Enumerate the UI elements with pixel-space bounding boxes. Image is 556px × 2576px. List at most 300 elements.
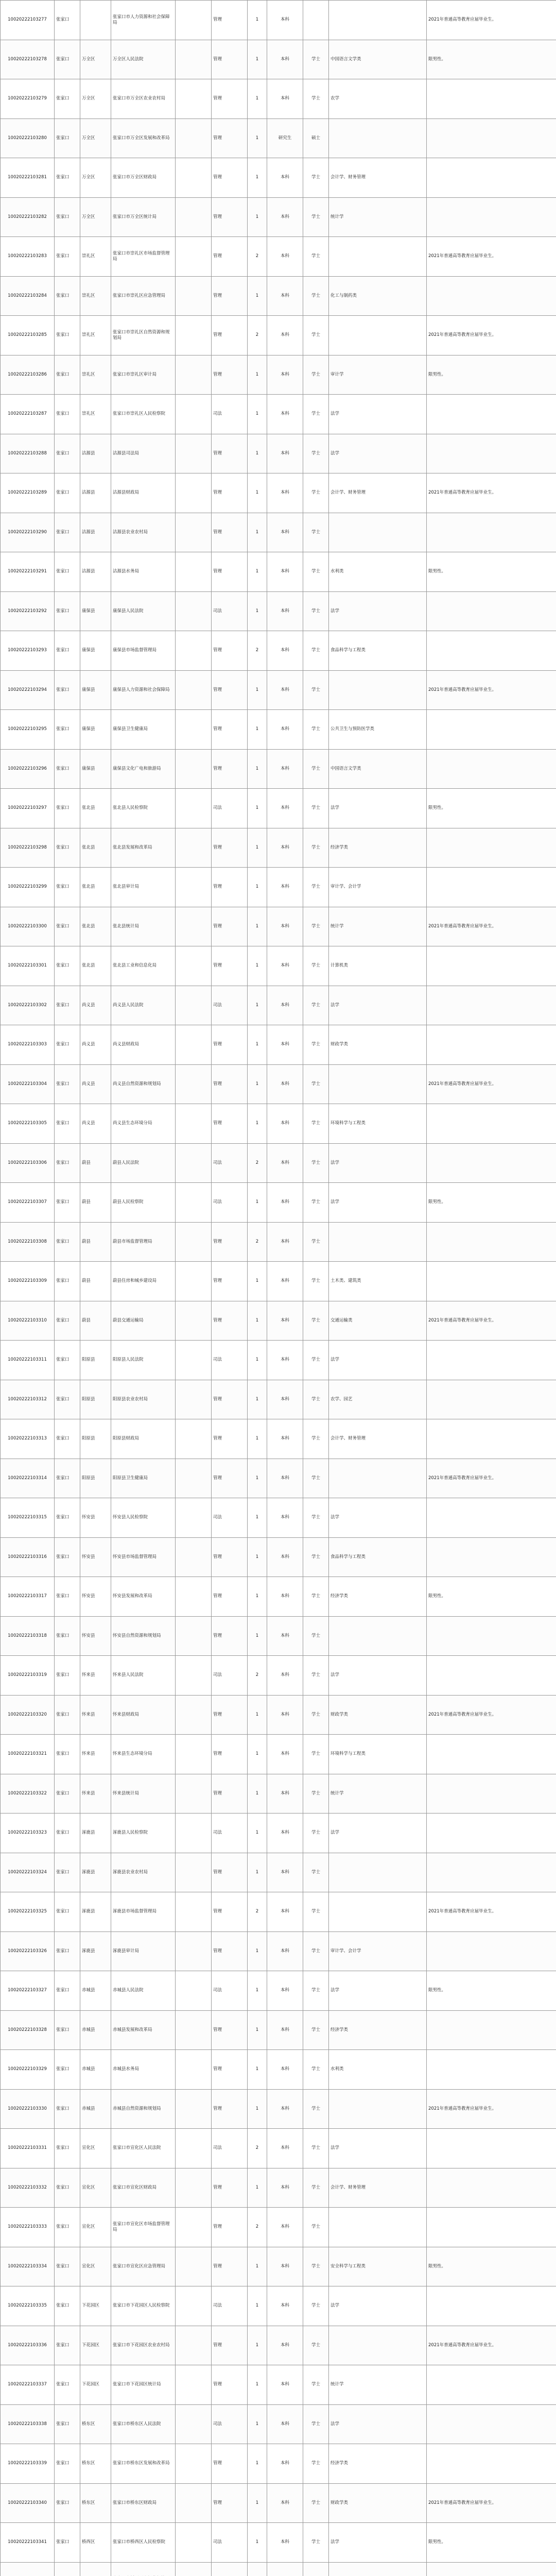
city-cell: 张家口 [55, 1222, 80, 1262]
major-cell: 化工与制药类 [329, 276, 427, 316]
employer-cell: 蔚县人民检察院 [111, 1183, 176, 1223]
type-cell: 管理 [212, 1695, 248, 1735]
table-row [1, 1971, 556, 2011]
county-cell: 怀来县 [80, 1695, 111, 1735]
record-code: 10020222103306 [1, 1143, 55, 1183]
position-cell [176, 40, 212, 79]
county-cell: 赤城县 [80, 1971, 111, 2011]
education-cell: 本科 [267, 395, 303, 434]
major-cell: 审计学、会计学 [329, 868, 427, 907]
record-code: 10020222103337 [1, 2365, 55, 2405]
record-code: 10020222103278 [1, 40, 55, 79]
city-cell: 张家口 [55, 2089, 80, 2129]
employer-cell: 尚义县自然资源和规划局 [111, 1064, 176, 1104]
degree-cell: 学士 [303, 2483, 329, 2523]
city-cell: 张家口 [55, 868, 80, 907]
note-cell: 限男性。 [427, 355, 556, 395]
table-row [1, 1380, 556, 1419]
note-cell [427, 1735, 556, 1774]
type-cell: 管理 [212, 1104, 248, 1144]
major-cell: 会计学、财务管理 [329, 2168, 427, 2208]
employer-cell: 张家口市万全区农业农村局 [111, 79, 176, 119]
table-row [1, 1931, 556, 1971]
table-row [1, 1183, 556, 1223]
table-row [1, 2089, 556, 2129]
education-cell: 本科 [267, 1459, 303, 1498]
position-cell [176, 1, 212, 40]
major-cell: 水利类 [329, 552, 427, 592]
employer-cell: 康保县卫生健康局 [111, 710, 176, 750]
education-cell: 本科 [267, 1695, 303, 1735]
city-cell: 张家口 [55, 1853, 80, 1892]
city-cell: 张家口 [55, 434, 80, 473]
note-cell [427, 79, 556, 119]
count-cell: 1 [248, 1616, 267, 1656]
city-cell: 张家口 [55, 473, 80, 513]
count-cell: 1 [248, 197, 267, 237]
table-row [1, 2286, 556, 2326]
education-cell: 本科 [267, 2286, 303, 2326]
type-cell: 司法 [212, 2286, 248, 2326]
education-cell: 本科 [267, 1971, 303, 2011]
employer-cell: 张家口市宣化区市场监督管理局 [111, 2208, 176, 2247]
county-cell: 万全区 [80, 79, 111, 119]
position-cell [176, 79, 212, 119]
degree-cell: 学士 [303, 1341, 329, 1380]
employer-cell: 沽源县司法局 [111, 434, 176, 473]
position-cell [176, 1774, 212, 1814]
count-cell: 1 [248, 2326, 267, 2365]
city-cell: 张家口 [55, 1064, 80, 1104]
education-cell: 本科 [267, 2089, 303, 2129]
note-cell: 2021年普通高等教育应届毕业生。 [427, 2089, 556, 2129]
type-cell: 管理 [212, 2247, 248, 2286]
county-cell: 张北县 [80, 789, 111, 828]
major-cell [329, 118, 427, 158]
education-cell: 本科 [267, 1222, 303, 1262]
position-cell [176, 828, 212, 868]
county-cell: 怀安县 [80, 1616, 111, 1656]
table-row [1, 1577, 556, 1617]
employer-cell: 赤城县自然资源和规划局 [111, 2089, 176, 2129]
record-code: 10020222103286 [1, 355, 55, 395]
count-cell: 1 [248, 670, 267, 710]
type-cell: 司法 [212, 1971, 248, 2011]
type-cell: 司法 [212, 789, 248, 828]
degree-cell: 学士 [303, 631, 329, 671]
degree-cell: 学士 [303, 1616, 329, 1656]
major-cell [329, 1, 427, 40]
position-cell [176, 2562, 212, 2576]
major-cell [329, 1853, 427, 1892]
major-cell: 法学 [329, 1143, 427, 1183]
note-cell [427, 710, 556, 750]
count-cell: 1 [248, 1735, 267, 1774]
table-row [1, 2208, 556, 2247]
count-cell: 2 [248, 1656, 267, 1696]
major-cell: 中国语言文学类 [329, 749, 427, 789]
table-row [1, 158, 556, 198]
county-cell: 张北县 [80, 828, 111, 868]
major-cell: 中国语言文学类 [329, 40, 427, 79]
record-code: 10020222103321 [1, 1735, 55, 1774]
county-cell: 下花园区 [80, 2365, 111, 2405]
note-cell [427, 631, 556, 671]
education-cell: 本科 [267, 237, 303, 277]
education-cell: 本科 [267, 2404, 303, 2444]
education-cell: 本科 [267, 1064, 303, 1104]
degree-cell: 学士 [303, 197, 329, 237]
table-body [1, 1, 556, 2576]
education-cell: 本科 [267, 1814, 303, 1853]
degree-cell: 学士 [303, 434, 329, 473]
count-cell: 1 [248, 1853, 267, 1892]
degree-cell: 学士 [303, 1892, 329, 1932]
major-cell: 法学 [329, 1656, 427, 1696]
county-cell: 赤城县 [80, 2050, 111, 2090]
county-cell: 涿鹿县 [80, 1814, 111, 1853]
record-code: 10020222103338 [1, 2404, 55, 2444]
count-cell: 1 [248, 2168, 267, 2208]
table-row [1, 2010, 556, 2050]
education-cell: 本科 [267, 2129, 303, 2168]
note-cell [427, 2562, 556, 2576]
table-row [1, 1341, 556, 1380]
city-cell: 张家口 [55, 907, 80, 946]
employer-cell: 张北县人民检察院 [111, 789, 176, 828]
county-cell: 康保县 [80, 631, 111, 671]
position-cell [176, 1892, 212, 1932]
table-row [1, 2168, 556, 2208]
county-cell: 尚义县 [80, 1064, 111, 1104]
note-cell [427, 1419, 556, 1459]
type-cell: 管理 [212, 907, 248, 946]
table-row [1, 1892, 556, 1932]
major-cell: 计算机类 [329, 946, 427, 986]
position-cell [176, 2050, 212, 2090]
record-code: 10020222103290 [1, 513, 55, 552]
position-cell [176, 237, 212, 277]
record-code: 10020222103293 [1, 631, 55, 671]
count-cell: 2 [248, 237, 267, 277]
position-cell [176, 316, 212, 355]
count-cell: 1 [248, 276, 267, 316]
employer-cell: 张家口市桥东区人民法院 [111, 2404, 176, 2444]
county-cell: 涿鹿县 [80, 1931, 111, 1971]
record-code: 10020222103292 [1, 591, 55, 631]
position-cell [176, 2089, 212, 2129]
note-cell [427, 868, 556, 907]
city-cell: 张家口 [55, 395, 80, 434]
table-row [1, 2326, 556, 2365]
education-cell: 本科 [267, 40, 303, 79]
position-cell [176, 946, 212, 986]
note-cell [427, 1537, 556, 1577]
table-row [1, 2562, 556, 2576]
city-cell: 张家口 [55, 118, 80, 158]
type-cell: 管理 [212, 1025, 248, 1065]
type-cell: 司法 [212, 591, 248, 631]
employer-cell: 张家口市桥东区发展和改革局 [111, 2444, 176, 2484]
record-code: 10020222103280 [1, 118, 55, 158]
count-cell: 1 [248, 1, 267, 40]
type-cell: 司法 [212, 1183, 248, 1223]
count-cell: 1 [248, 1064, 267, 1104]
major-cell: 法学 [329, 1341, 427, 1380]
degree-cell: 硕士 [303, 118, 329, 158]
city-cell: 张家口 [55, 789, 80, 828]
count-cell: 2 [248, 2129, 267, 2168]
employer-cell: 沽源县财政局 [111, 473, 176, 513]
education-cell: 本科 [267, 434, 303, 473]
table-row [1, 868, 556, 907]
type-cell: 司法 [212, 1341, 248, 1380]
degree-cell: 学士 [303, 1498, 329, 1538]
table-row [1, 1695, 556, 1735]
county-cell: 桥西区 [80, 2523, 111, 2563]
education-cell: 本科 [267, 2208, 303, 2247]
table-row [1, 1419, 556, 1459]
record-code: 10020222103336 [1, 2326, 55, 2365]
employer-cell: 张家口市崇礼区审计局 [111, 355, 176, 395]
city-cell: 张家口 [55, 1498, 80, 1538]
count-cell: 1 [248, 395, 267, 434]
major-cell: 法学 [329, 2523, 427, 2563]
city-cell: 张家口 [55, 2050, 80, 2090]
record-code: 10020222103324 [1, 1853, 55, 1892]
county-cell: 崇礼区 [80, 276, 111, 316]
degree-cell: 学士 [303, 2247, 329, 2286]
county-cell: 宣化区 [80, 2168, 111, 2208]
employer-cell: 蔚县市场监督管理局 [111, 1222, 176, 1262]
count-cell: 1 [248, 1931, 267, 1971]
note-cell: 2021年普通高等教育应届毕业生。 [427, 316, 556, 355]
type-cell: 管理 [212, 1537, 248, 1577]
county-cell: 沽源县 [80, 552, 111, 592]
position-cell [176, 1498, 212, 1538]
degree-cell: 学士 [303, 1735, 329, 1774]
note-cell [427, 2010, 556, 2050]
employer-cell: 沽源县水务局 [111, 552, 176, 592]
city-cell: 张家口 [55, 316, 80, 355]
table-row [1, 1853, 556, 1892]
position-cell [176, 1143, 212, 1183]
degree-cell: 学士 [303, 2050, 329, 2090]
education-cell: 本科 [267, 2050, 303, 2090]
city-cell: 张家口 [55, 40, 80, 79]
city-cell: 张家口 [55, 2208, 80, 2247]
position-cell [176, 749, 212, 789]
city-cell: 张家口 [55, 552, 80, 592]
city-cell: 张家口 [55, 2286, 80, 2326]
education-cell: 本科 [267, 1, 303, 40]
type-cell: 管理 [212, 1735, 248, 1774]
note-cell: 限男性。 [427, 40, 556, 79]
record-code: 10020222103318 [1, 1616, 55, 1656]
major-cell: 统计学 [329, 2365, 427, 2405]
major-cell: 法学 [329, 2286, 427, 2326]
education-cell: 本科 [267, 1577, 303, 1617]
major-cell: 经济学类 [329, 2010, 427, 2050]
note-cell [427, 2404, 556, 2444]
type-cell: 管理 [212, 276, 248, 316]
position-cell [176, 1735, 212, 1774]
major-cell: 经济学类 [329, 2444, 427, 2484]
county-cell: 康保县 [80, 670, 111, 710]
count-cell: 1 [248, 473, 267, 513]
count-cell: 2 [248, 1143, 267, 1183]
count-cell: 1 [248, 2247, 267, 2286]
education-cell: 本科 [267, 1341, 303, 1380]
education-cell: 本科 [267, 2523, 303, 2563]
table-row [1, 473, 556, 513]
note-cell [427, 2050, 556, 2090]
table-row [1, 2050, 556, 2090]
table-row [1, 434, 556, 473]
degree-cell: 学士 [303, 158, 329, 198]
major-cell: 水利类 [329, 2050, 427, 2090]
major-cell: 经济学类 [329, 1577, 427, 1617]
major-cell: 土木类、建筑类 [329, 1262, 427, 1301]
record-code: 10020222103305 [1, 1104, 55, 1144]
count-cell: 2 [248, 2208, 267, 2247]
employer-cell: 张家口市崇礼区人民检察院 [111, 395, 176, 434]
county-cell: 蔚县 [80, 1262, 111, 1301]
note-cell [427, 1814, 556, 1853]
city-cell: 张家口 [55, 1537, 80, 1577]
city-cell: 张家口 [55, 2129, 80, 2168]
note-cell [427, 2208, 556, 2247]
count-cell: 1 [248, 1183, 267, 1223]
count-cell [248, 2562, 267, 2576]
major-cell: 统计学 [329, 197, 427, 237]
county-cell: 怀安县 [80, 1577, 111, 1617]
degree-cell: 学士 [303, 1064, 329, 1104]
note-cell: 2021年普通高等教育应届毕业生。 [427, 1301, 556, 1341]
education-cell: 本科 [267, 868, 303, 907]
record-code: 10020222103302 [1, 986, 55, 1025]
county-cell: 蔚县 [80, 1222, 111, 1262]
type-cell: 管理 [212, 473, 248, 513]
record-code: 10020222103298 [1, 828, 55, 868]
county-cell: 怀来县 [80, 1774, 111, 1814]
education-cell: 本科 [267, 828, 303, 868]
employer-cell: 张家口市宣化区人民法院 [111, 2129, 176, 2168]
county-cell: 尚义县 [80, 986, 111, 1025]
city-cell: 张家口 [55, 2365, 80, 2405]
note-cell [427, 1774, 556, 1814]
city-cell: 张家口 [55, 946, 80, 986]
note-cell: 2021年普通高等教育应届毕业生。 [427, 237, 556, 277]
type-cell: 管理 [212, 2444, 248, 2484]
type-cell: 司法 [212, 2523, 248, 2563]
education-cell: 本科 [267, 946, 303, 986]
record-code: 10020222103315 [1, 1498, 55, 1538]
position-cell [176, 1577, 212, 1617]
note-cell [427, 1341, 556, 1380]
position-cell [176, 1931, 212, 1971]
employer-cell: 蔚县人民法院 [111, 1143, 176, 1183]
table-row [1, 1735, 556, 1774]
note-cell: 2021年普通高等教育应届毕业生。 [427, 473, 556, 513]
degree-cell: 学士 [303, 1262, 329, 1301]
type-cell: 管理 [212, 1853, 248, 1892]
position-cell [176, 670, 212, 710]
employer-cell: 张家口市万全区发展和改革局 [111, 118, 176, 158]
note-cell: 2021年普通高等教育应届毕业生。 [427, 670, 556, 710]
type-cell: 管理 [212, 355, 248, 395]
county-cell: 崇礼区 [80, 316, 111, 355]
count-cell: 1 [248, 40, 267, 79]
major-cell: 经济学类 [329, 828, 427, 868]
note-cell: 限男性。 [427, 1183, 556, 1223]
county-cell [80, 1, 111, 40]
record-code: 10020222103316 [1, 1537, 55, 1577]
type-cell: 管理 [212, 1931, 248, 1971]
table-row [1, 1814, 556, 1853]
major-cell: 农学 [329, 79, 427, 119]
county-cell: 阳原县 [80, 1380, 111, 1419]
position-cell [176, 276, 212, 316]
table-row [1, 276, 556, 316]
note-cell [427, 1025, 556, 1065]
table-row [1, 513, 556, 552]
degree-cell: 学士 [303, 79, 329, 119]
table-row [1, 316, 556, 355]
record-code: 10020222103314 [1, 1459, 55, 1498]
count-cell: 1 [248, 946, 267, 986]
city-cell: 张家口 [55, 1301, 80, 1341]
record-code: 10020222103340 [1, 2483, 55, 2523]
city-cell: 张家口 [55, 710, 80, 750]
record-code: 10020222103282 [1, 197, 55, 237]
degree-cell: 学士 [303, 2286, 329, 2326]
education-cell: 本科 [267, 591, 303, 631]
count-cell: 1 [248, 355, 267, 395]
county-cell: 阳原县 [80, 1341, 111, 1380]
employer-cell: 沽源县农业农村局 [111, 513, 176, 552]
record-code: 10020222103308 [1, 1222, 55, 1262]
type-cell: 管理 [212, 868, 248, 907]
education-cell: 本科 [267, 1380, 303, 1419]
count-cell: 1 [248, 79, 267, 119]
major-cell [329, 1222, 427, 1262]
county-cell: 怀安县 [80, 1537, 111, 1577]
employer-cell: 张家口市崇礼区自然资源和规划局 [111, 316, 176, 355]
county-cell: 蔚县 [80, 1143, 111, 1183]
degree-cell [303, 1, 329, 40]
position-cell [176, 1104, 212, 1144]
note-cell [427, 434, 556, 473]
note-cell [427, 276, 556, 316]
employer-cell: 张北县发展和改革局 [111, 828, 176, 868]
city-cell: 张家口 [55, 2010, 80, 2050]
degree-cell: 学士 [303, 1222, 329, 1262]
count-cell: 1 [248, 986, 267, 1025]
city-cell: 张家口 [55, 670, 80, 710]
position-cell [176, 1222, 212, 1262]
education-cell: 本科 [267, 197, 303, 237]
education-cell: 本科 [267, 316, 303, 355]
city-cell: 张家口 [55, 1341, 80, 1380]
city-cell: 张家口 [55, 1380, 80, 1419]
education-cell: 本科 [267, 2483, 303, 2523]
degree-cell: 学士 [303, 946, 329, 986]
type-cell: 司法 [212, 2404, 248, 2444]
county-cell [80, 2562, 111, 2576]
count-cell: 1 [248, 1774, 267, 1814]
note-cell [427, 749, 556, 789]
